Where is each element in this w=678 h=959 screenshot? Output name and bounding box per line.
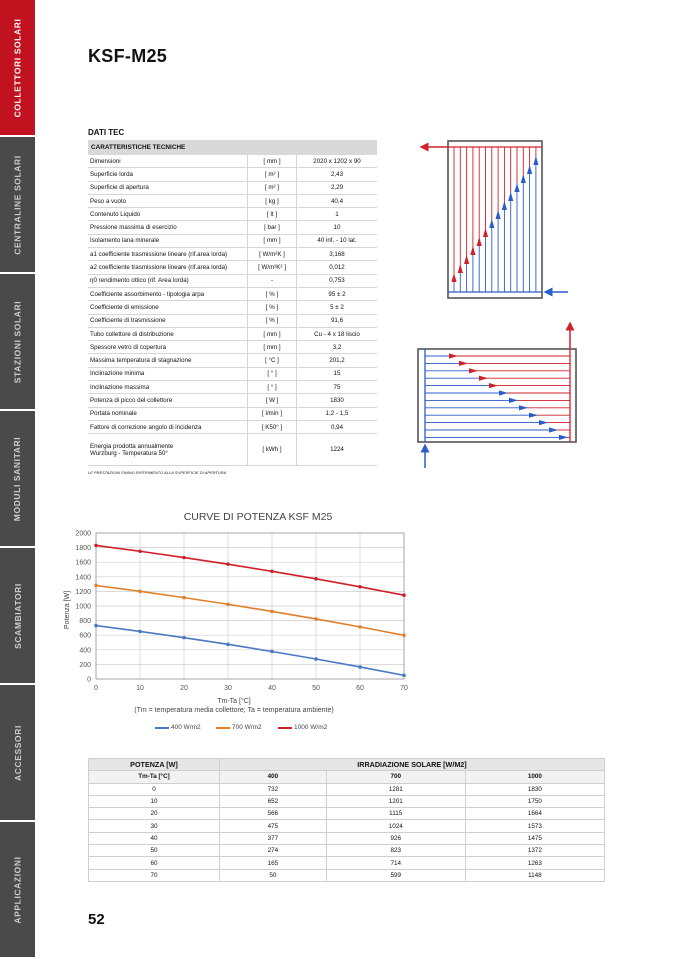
spec-unit: [ % ] xyxy=(248,301,297,314)
table-cell: 165 xyxy=(220,857,327,869)
table-cell: 1148 xyxy=(465,869,604,881)
spec-unit: [ m² ] xyxy=(248,181,297,194)
table-cell: 1475 xyxy=(465,832,604,844)
flow-arrow-icon xyxy=(477,237,482,246)
flow-arrow-icon xyxy=(509,398,518,403)
legend-label: 1000 W/m2 xyxy=(294,724,328,731)
flow-arrow-icon xyxy=(508,192,513,201)
table-cell: 20 xyxy=(89,808,220,820)
legend-swatch xyxy=(216,727,230,729)
spec-unit: - xyxy=(248,274,297,287)
energy-line-2: Wurzburg - Temperatura 50° xyxy=(90,449,168,457)
spec-param: Coefficiente di trasmissione xyxy=(88,314,248,327)
spec-param: Portata nominale xyxy=(88,407,248,420)
data-point xyxy=(358,585,362,589)
flow-arrow-icon xyxy=(489,383,498,388)
data-point xyxy=(226,602,230,606)
spec-row xyxy=(88,221,377,234)
spec-unit: [ mm ] xyxy=(248,234,297,247)
spec-unit: [ ° ] xyxy=(248,381,297,394)
data-point xyxy=(138,549,142,553)
legend-label: 400 W/m2 xyxy=(171,724,201,731)
spec-param: Contenuto Liquido xyxy=(88,208,248,221)
y-tick-label: 1800 xyxy=(75,545,91,553)
chart-series xyxy=(94,544,406,678)
chart-x-ticks xyxy=(94,685,408,692)
spec-value: 10 xyxy=(297,221,378,234)
spec-row xyxy=(88,381,377,394)
x-tick-label: 50 xyxy=(312,685,320,692)
spec-row xyxy=(88,341,377,354)
data-point xyxy=(358,665,362,669)
chart-title: CURVE DI POTENZA KSF M25 xyxy=(183,511,333,523)
table-cell: 40 xyxy=(89,832,220,844)
spec-row xyxy=(88,168,377,181)
flow-arrow-icon xyxy=(459,361,468,366)
spec-row xyxy=(88,407,377,420)
y-tick-label: 0 xyxy=(87,676,91,684)
series-line xyxy=(96,585,404,635)
spec-unit: [ ° ] xyxy=(248,367,297,380)
y-tick-label: 400 xyxy=(79,647,91,655)
sidebar-tab[interactable] xyxy=(0,274,35,411)
table-cell: 1115 xyxy=(326,808,465,820)
spec-row xyxy=(88,274,377,287)
legend-item-1000 xyxy=(278,724,327,731)
chart-y-ticks xyxy=(75,531,91,684)
sidebar-tab-label: CENTRALINE SOLARI xyxy=(12,154,23,255)
energy-line-1: Energia prodotta annualmente xyxy=(90,442,174,450)
spec-row xyxy=(88,354,377,367)
flow-arrow-icon xyxy=(449,353,458,358)
spec-value: 1830 xyxy=(297,394,378,407)
spec-value: 3,168 xyxy=(297,248,378,261)
spec-param xyxy=(88,434,248,466)
x-tick-label: 0 xyxy=(94,685,98,692)
table-row xyxy=(89,869,605,881)
riser-tubes xyxy=(451,147,538,292)
table-cell: 1830 xyxy=(465,783,604,795)
spec-param: Coefficiente di emissione xyxy=(88,301,248,314)
flow-arrow-icon xyxy=(458,264,463,273)
data-point xyxy=(138,630,142,634)
chart-y-label: Potenza [W] xyxy=(64,590,71,630)
data-point xyxy=(94,544,98,548)
table-row xyxy=(89,783,605,795)
sidebar-tab[interactable] xyxy=(0,411,35,548)
table-cell: 30 xyxy=(89,820,220,832)
sidebar-tab-label: MODULI SANITARI xyxy=(12,436,23,521)
data-point xyxy=(314,617,318,621)
table-cell: 1263 xyxy=(465,857,604,869)
table-cell: 1664 xyxy=(465,808,604,820)
flow-arrow-icon xyxy=(469,368,478,373)
table-row xyxy=(89,857,605,869)
table-cell: 1750 xyxy=(465,795,604,807)
spec-unit: [ kg ] xyxy=(248,194,297,207)
table-cell: 1024 xyxy=(326,820,465,832)
spec-value: 91,6 xyxy=(297,314,378,327)
legend-item-700 xyxy=(216,724,262,731)
y-tick-label: 1000 xyxy=(75,603,91,611)
table-cell: 0 xyxy=(89,783,220,795)
table-row xyxy=(89,795,605,807)
spec-param: a2 coefficiente trasmissione lineare (rif.area lorda) xyxy=(88,261,248,274)
spec-unit: [ l/min ] xyxy=(248,407,297,420)
table-cell: 652 xyxy=(220,795,327,807)
spec-value: 95 ± 2 xyxy=(297,287,378,300)
flow-arrow-icon xyxy=(470,246,475,255)
col-header-700: 700 xyxy=(326,771,465,783)
riser-tubes-2 xyxy=(425,353,570,440)
spec-row xyxy=(88,327,377,340)
col-header-400: 400 xyxy=(220,771,327,783)
table-row xyxy=(89,832,605,844)
y-tick-label: 2000 xyxy=(75,530,91,538)
spec-row xyxy=(88,301,377,314)
spec-row xyxy=(88,208,377,221)
spec-row xyxy=(88,155,377,168)
spec-unit: [ mm ] xyxy=(248,327,297,340)
spec-value: 40,4 xyxy=(297,194,378,207)
spec-value: 5 ± 2 xyxy=(297,301,378,314)
flow-arrow-icon xyxy=(521,174,526,183)
spec-value: 40 inf. - 10 lat. xyxy=(297,234,378,247)
spec-value: 0,012 xyxy=(297,261,378,274)
data-point xyxy=(270,570,274,574)
spec-unit: [ °C ] xyxy=(248,354,297,367)
x-tick-label: 70 xyxy=(400,685,408,692)
x-tick-label: 30 xyxy=(224,685,232,692)
spec-row xyxy=(88,287,377,300)
spec-row xyxy=(88,234,377,247)
flow-arrow-icon xyxy=(549,427,558,432)
spec-param: Tubo collettore di distribuzione xyxy=(88,327,248,340)
power-curves-chart xyxy=(62,505,422,720)
data-point xyxy=(314,657,318,661)
spec-value: 1 xyxy=(297,208,378,221)
spec-row xyxy=(88,314,377,327)
spec-unit: [ W/m²K² ] xyxy=(248,261,297,274)
chart-x-label-note: (Tm = temperatura media collettore; Ta = temperatura ambiente) xyxy=(134,707,334,714)
irradiation-header: IRRADIAZIONE SOLARE [W/M2] xyxy=(220,759,605,771)
table-cell: 823 xyxy=(326,845,465,857)
sidebar xyxy=(0,0,35,959)
spec-param: Peso a vuoto xyxy=(88,194,248,207)
legend-swatch xyxy=(278,727,292,729)
table-cell: 50 xyxy=(220,869,327,881)
data-point xyxy=(182,556,186,560)
power-table-header: POTENZA [W] xyxy=(89,759,220,771)
table-cell: 1372 xyxy=(465,845,604,857)
data-point xyxy=(270,610,274,614)
flow-arrow-icon xyxy=(451,273,456,282)
table-cell: 70 xyxy=(89,869,220,881)
data-point xyxy=(270,650,274,654)
sidebar-tab[interactable] xyxy=(0,548,35,685)
sidebar-tab-label: SCAMBIATORI xyxy=(12,582,23,649)
table-cell: 50 xyxy=(89,845,220,857)
y-tick-label: 600 xyxy=(79,632,91,640)
flow-arrow-icon xyxy=(519,405,528,410)
spec-row xyxy=(88,261,377,274)
y-tick-label: 800 xyxy=(79,618,91,626)
spec-row xyxy=(88,248,377,261)
spec-row xyxy=(88,394,377,407)
spec-value: 2,43 xyxy=(297,168,378,181)
spec-value: 2,29 xyxy=(297,181,378,194)
spec-value: 201,2 xyxy=(297,354,378,367)
table-cell: 714 xyxy=(326,857,465,869)
collector-frame xyxy=(448,141,542,298)
sidebar-tab[interactable] xyxy=(0,822,35,959)
page-number: 52 xyxy=(88,911,105,928)
flow-arrow-icon xyxy=(559,435,568,440)
spec-table xyxy=(88,140,377,466)
data-point xyxy=(94,624,98,628)
sidebar-tab[interactable] xyxy=(0,685,35,822)
chart-x-label: Tm-Ta [°C] xyxy=(217,698,251,705)
data-point xyxy=(94,584,98,588)
spec-param: Inclinazione massima xyxy=(88,381,248,394)
table-cell: 1281 xyxy=(326,783,465,795)
legend-item-400 xyxy=(155,724,201,731)
table-cell: 566 xyxy=(220,808,327,820)
series-line xyxy=(96,545,404,595)
flow-arrow-icon xyxy=(496,210,501,219)
spec-param: Inclinazione minima xyxy=(88,367,248,380)
flow-arrow-icon xyxy=(479,376,488,381)
spec-param: Superficie lorda xyxy=(88,168,248,181)
spec-param: η0 rendimento ottico (rif. Area lorda) xyxy=(88,274,248,287)
table-cell: 732 xyxy=(220,783,327,795)
spec-param: Coefficiente assorbimento - tipologia arpa xyxy=(88,287,248,300)
spec-unit: [ W ] xyxy=(248,394,297,407)
data-point xyxy=(358,625,362,629)
spec-param: Isolamento lana minerale xyxy=(88,234,248,247)
x-tick-label: 10 xyxy=(136,685,144,692)
flow-arrow-icon xyxy=(527,165,532,174)
spec-unit: [ K50° ] xyxy=(248,420,297,433)
sidebar-tab-label: STAZIONI SOLARI xyxy=(12,300,23,383)
flow-arrow-icon xyxy=(514,183,519,192)
flow-arrow-icon xyxy=(489,219,494,228)
spec-unit: [ kWh ] xyxy=(248,434,297,466)
legend-label: 700 W/m2 xyxy=(232,724,262,731)
spec-unit: [ mm ] xyxy=(248,341,297,354)
spec-row xyxy=(88,367,377,380)
table-row xyxy=(89,808,605,820)
spec-value: 15 xyxy=(297,367,378,380)
spec-unit: [ m² ] xyxy=(248,168,297,181)
spec-param: Massima temperatura di stagnazione xyxy=(88,354,248,367)
page-title: KSF-M25 xyxy=(88,46,168,66)
data-point xyxy=(402,674,406,678)
flow-arrow-icon xyxy=(502,201,507,210)
legend-swatch xyxy=(155,727,169,729)
power-table xyxy=(88,758,605,882)
flow-arrow-icon xyxy=(529,413,538,418)
spec-unit: [ % ] xyxy=(248,287,297,300)
spec-unit: [ lt ] xyxy=(248,208,297,221)
x-tick-label: 20 xyxy=(180,685,188,692)
spec-value: 75 xyxy=(297,381,378,394)
spec-unit: [ mm ] xyxy=(248,155,297,168)
sidebar-tab[interactable] xyxy=(0,137,35,274)
spec-param: a1 coefficiente trasmissione lineare (rif.area lorda) xyxy=(88,248,248,261)
spec-row xyxy=(88,181,377,194)
flow-arrow-icon xyxy=(483,228,488,237)
spec-table-header: CARATTERISTICHE TECNICHE xyxy=(88,140,377,155)
flow-arrow-icon xyxy=(499,390,508,395)
flow-arrow-icon xyxy=(539,420,548,425)
data-point xyxy=(402,593,406,597)
y-tick-label: 1200 xyxy=(75,588,91,596)
spec-value: 0,94 xyxy=(297,420,378,433)
x-tick-label: 60 xyxy=(356,685,364,692)
sidebar-tab[interactable] xyxy=(0,0,35,137)
table-cell: 377 xyxy=(220,832,327,844)
y-tick-label: 1600 xyxy=(75,559,91,567)
spec-value: 3,2 xyxy=(297,341,378,354)
spec-value: 1,2 - 1,5 xyxy=(297,407,378,420)
spec-param: Spessore vetro di copertura xyxy=(88,341,248,354)
spec-param: Pressione massima di esercizio xyxy=(88,221,248,234)
col-header-tm-ta: Tm-Ta [°C] xyxy=(89,771,220,783)
section-label: DATI TEC xyxy=(88,128,125,137)
data-point xyxy=(402,633,406,637)
spec-unit: [ bar ] xyxy=(248,221,297,234)
spec-value: Cu - 4 x 18 liscio xyxy=(297,327,378,340)
harp-collector-vertical-diagram xyxy=(420,135,570,303)
spec-param: Potenza di picco del collettore xyxy=(88,394,248,407)
spec-row xyxy=(88,420,377,433)
data-point xyxy=(226,562,230,566)
sidebar-tab-label: APPLICAZIONI xyxy=(12,855,23,924)
spec-unit: [ W/m²K ] xyxy=(248,248,297,261)
harp-collector-horizontal-diagram xyxy=(415,322,585,472)
spec-param: Superficie di apertura xyxy=(88,181,248,194)
flow-arrow-icon xyxy=(533,156,538,165)
x-tick-label: 40 xyxy=(268,685,276,692)
y-tick-label: 1400 xyxy=(75,574,91,582)
spec-value: 0,753 xyxy=(297,274,378,287)
data-point xyxy=(138,590,142,594)
table-cell: 10 xyxy=(89,795,220,807)
table-cell: 926 xyxy=(326,832,465,844)
table-cell: 475 xyxy=(220,820,327,832)
sidebar-tab-label: COLLETTORI SOLARI xyxy=(12,18,23,117)
data-point xyxy=(314,577,318,581)
col-header-1000: 1000 xyxy=(465,771,604,783)
table-cell: 599 xyxy=(326,869,465,881)
spec-value: 2020 x 1202 x 90 xyxy=(297,155,378,168)
data-point xyxy=(182,636,186,640)
spec-row-energy xyxy=(88,434,377,466)
footnote: LE PRESTAZIONI FANNO RIFERIMENTO ALLA SUPERFICIE DI APERTURA xyxy=(88,471,227,475)
table-cell: 274 xyxy=(220,845,327,857)
spec-param: Dimensioni xyxy=(88,155,248,168)
table-cell: 60 xyxy=(89,857,220,869)
series-line xyxy=(96,626,404,676)
spec-unit: [ % ] xyxy=(248,314,297,327)
table-cell: 1201 xyxy=(326,795,465,807)
y-tick-label: 200 xyxy=(79,661,91,669)
spec-row xyxy=(88,194,377,207)
data-point xyxy=(182,596,186,600)
table-row xyxy=(89,820,605,832)
sidebar-tab-label: ACCESSORI xyxy=(12,724,23,781)
spec-param: Fattore di correzione angolo di incidenza xyxy=(88,420,248,433)
table-cell: 1573 xyxy=(465,820,604,832)
table-row xyxy=(89,845,605,857)
data-point xyxy=(226,643,230,647)
spec-value: 1224 xyxy=(297,434,378,466)
chart-grid xyxy=(96,533,404,679)
flow-arrow-icon xyxy=(464,255,469,264)
